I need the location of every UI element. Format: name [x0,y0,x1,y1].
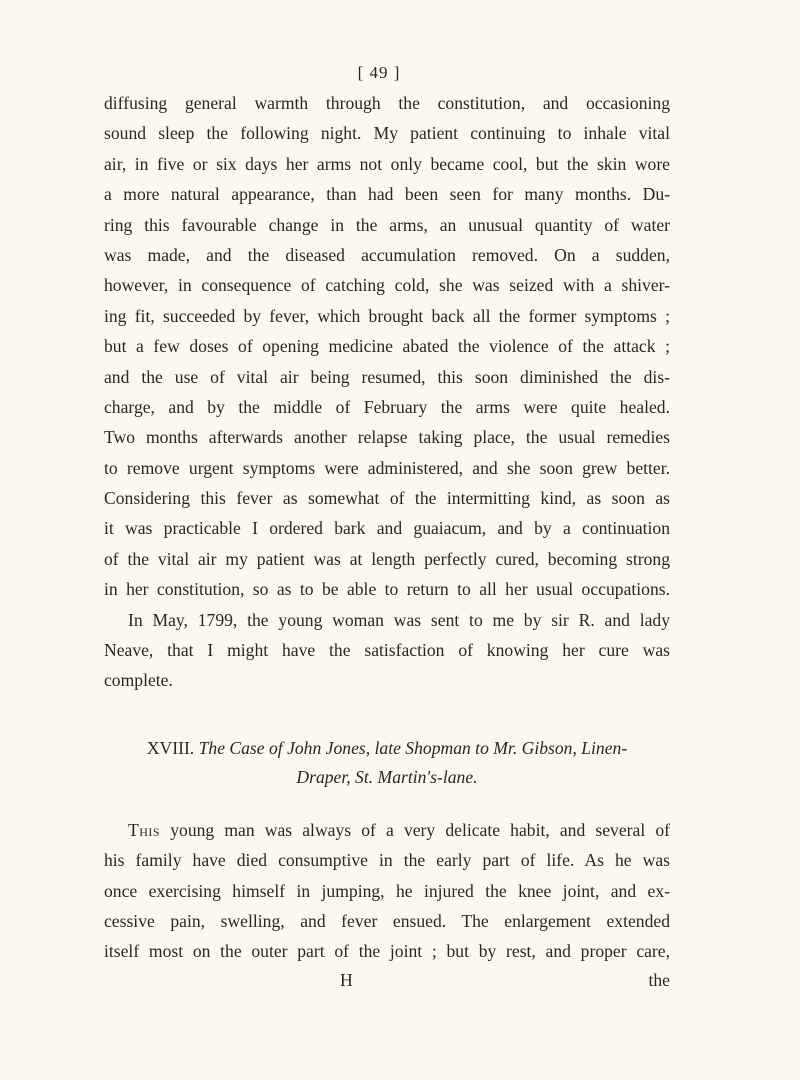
page-footer [104,965,670,995]
section-number: XVIII. [146,737,195,758]
text-line: sound sleep the following night. My patient continuing to inhale vital [104,123,670,144]
paragraph-continued [104,88,670,605]
section-heading [104,734,670,792]
text-line [104,815,670,845]
book-page [104,58,670,995]
section-title-part: Draper, St. Martin's-lane. [296,766,478,787]
text-line: it was practicable I ordered bark and guaiacum, and by a continuation [104,518,670,539]
text-line: Two months afterwards another relapse taking place, the usual remedies [104,427,670,448]
section-title-part: The Case of John Jones, late Shopman to Mr. Gibson, Linen- [198,737,628,758]
text-line: however, in consequence of catching cold, she was seized with a shiver- [104,275,670,296]
text-line: once exercising himself in jumping, he injured the knee joint, and ex- [104,880,670,901]
text-line: diffusing general warmth through the constitution, and occasioning [104,93,670,113]
text-line: air, in five or six days her arms not only became cool, but the skin wore [104,153,670,174]
text-line: in her constitution, so as to be able to return to all her usual occupations. [104,579,670,600]
text-line: complete. [104,670,173,691]
text-fragment: young man was always of a very delicate habit, and several of [170,819,670,840]
text-line: In May, 1799, the young woman was sent to me by sir R. and lady [128,609,670,630]
paragraph [104,605,670,696]
text-line: and the use of vital air being resumed, this soon diminished the dis- [104,366,670,387]
text-line: a more natural appearance, than had been seen for many months. Du- [104,184,670,205]
text-line: Neave, that I might have the satisfaction of knowing her cure was [104,640,670,661]
paragraph [104,815,670,967]
text-line: Considering this fever as somewhat of the intermitting kind, as soon as [104,488,670,509]
section-heading-line [104,734,670,763]
page-number: [ 49 ] [357,63,401,82]
text-line: but a few doses of opening medicine abated the violence of the attack ; [104,336,670,357]
text-line: charge, and by the middle of February the arms were quite healed. [104,396,670,417]
text-line: itself most on the outer part of the joint ; but by rest, and proper care, [104,941,670,962]
text-line: of the vital air my patient was at length perfectly cured, becoming strong [104,548,670,569]
text-line: cessive pain, swelling, and fever ensued. The enlargement extended [104,910,670,931]
text-line: to remove urgent symptoms were administered, and she soon grew better. [104,457,670,478]
text-line: ring this favourable change in the arms, an unusual quantity of water [104,214,670,235]
catchword: the [648,969,670,990]
text-line: ing fit, succeeded by fever, which brought back all the former symptoms ; [104,305,670,326]
signature-mark: H [340,969,353,990]
text-line: his family have died consumptive in the early part of life. As he was [104,850,670,871]
text-line: was made, and the diseased accumulation removed. On a sudden, [104,244,670,265]
drop-word: This [128,819,161,840]
